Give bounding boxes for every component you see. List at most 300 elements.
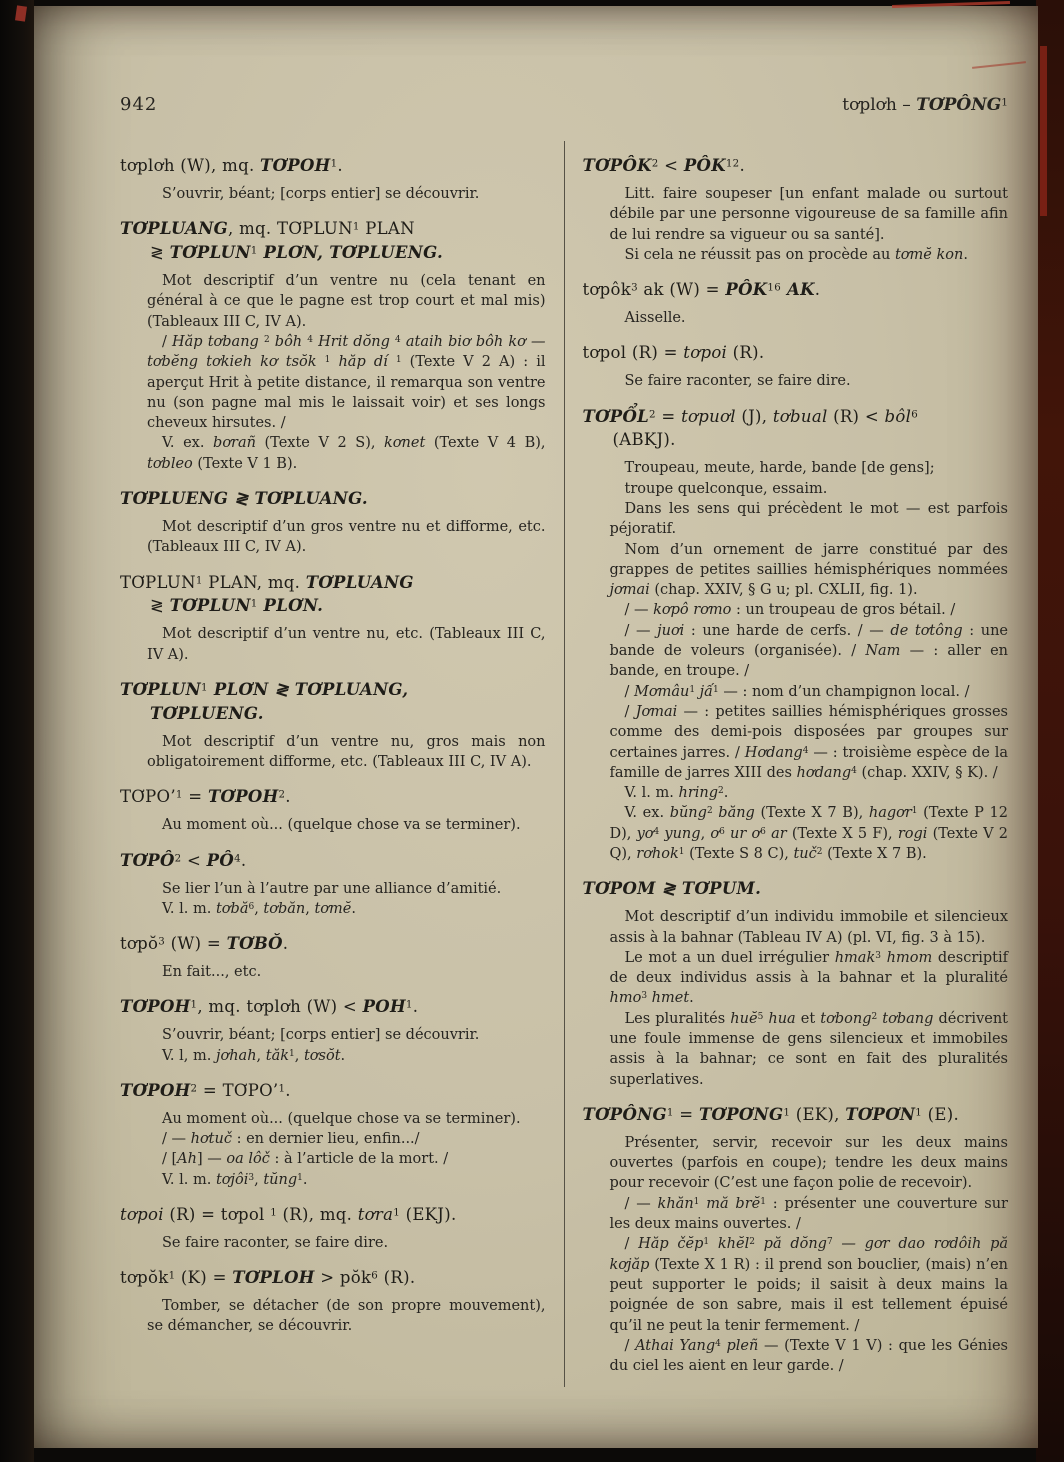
text-segment: PLƠN.	[257, 596, 324, 616]
text-segment: Hăp čĕp	[638, 1236, 704, 1253]
text-segment: tŭng	[263, 1171, 298, 1188]
entry-paragraph	[583, 499, 1009, 540]
scan-edge-left	[0, 0, 34, 1462]
text-segment: băng	[712, 805, 755, 822]
text-segment: (E).	[922, 1104, 959, 1124]
entry-paragraph	[120, 899, 546, 919]
text-segment: TƠPLUN	[120, 572, 196, 592]
superscript-number: 2	[871, 1011, 878, 1022]
dictionary-entry	[120, 785, 546, 835]
text-segment: : à l’article de la mort. /	[269, 1151, 449, 1168]
text-segment: (R) = tơpol	[163, 1205, 271, 1224]
text-segment: Hơdang	[744, 744, 803, 761]
entry-paragraph	[120, 184, 546, 204]
page-number: 942	[120, 94, 158, 115]
text-segment: yung	[659, 825, 701, 842]
entry-paragraph	[120, 1296, 546, 1337]
text-segment: PÔK	[725, 280, 768, 300]
superscript-number: 3	[158, 936, 166, 948]
text-segment: décrivent une foule immense de gens silencieux et immobiles assis à la bahnar; ce sont en fait des pluralités superlatives.	[609, 1010, 1009, 1088]
scan-edge-right	[1036, 0, 1064, 1462]
entry-paragraph	[120, 1129, 546, 1149]
dictionary-entry	[120, 1266, 546, 1337]
text-segment: / —	[624, 622, 658, 639]
text-segment: Au moment où... (quelque chose va se terminer).	[162, 1110, 521, 1127]
text-segment: TƠPLUN	[120, 679, 202, 699]
entry-paragraph	[583, 907, 1009, 948]
text-segment: (Texte X 5 F),	[786, 825, 898, 842]
entry-headword	[583, 1103, 1009, 1127]
text-segment: V. ex.	[162, 435, 214, 452]
text-segment: (Texte V 2 Q),	[609, 825, 1009, 863]
superscript-number: 1	[689, 684, 696, 695]
dictionary-entry	[120, 154, 546, 204]
text-segment: TƠPLUN	[169, 596, 251, 616]
superscript-number: 3	[631, 282, 638, 294]
superscript-number: 1	[278, 1083, 286, 1095]
text-segment: TƠPLUANG	[305, 572, 414, 592]
superscript-number: 1	[405, 999, 413, 1011]
text-segment: (ABKJ).	[612, 430, 676, 450]
superscript-number: 1	[297, 1172, 303, 1183]
entry-paragraph	[120, 1109, 546, 1129]
text-segment: S’ouvrir, béant; [corps entier] se découvrir.	[162, 1027, 480, 1044]
text-segment: (R), mq.	[277, 1205, 358, 1224]
text-segment: hăp dí	[330, 354, 396, 371]
text-segment: huĕ	[730, 1010, 758, 1027]
superscript-number: 1	[250, 245, 258, 257]
superscript-number: 2	[263, 334, 270, 345]
entry-paragraph	[583, 1194, 1009, 1235]
text-segment: .	[351, 900, 356, 917]
superscript-number: 1	[678, 847, 685, 857]
text-segment: /	[624, 703, 636, 720]
entry-headword	[120, 487, 546, 511]
text-segment: TƠPLUENG ≷ TƠPLUANG.	[120, 489, 368, 509]
text-segment: ≷	[150, 596, 170, 616]
text-segment: — : nom d’un champignon local. /	[718, 683, 970, 700]
text-segment: Mơmâu	[634, 683, 690, 700]
entry-paragraph	[120, 433, 546, 474]
superscript-number: 4	[307, 334, 313, 345]
superscript-number: 2	[718, 786, 724, 797]
text-segment: tơmĕ kon	[894, 246, 964, 263]
entry-paragraph	[120, 517, 546, 558]
text-segment: Mot descriptif d’un ventre nu, etc. (Tableaux III C, IV A).	[147, 626, 546, 663]
text-segment: / [	[162, 1151, 178, 1168]
dictionary-entry	[120, 995, 546, 1066]
superscript-number: 2	[174, 853, 182, 865]
superscript-number: 3	[248, 1172, 255, 1183]
superscript-number: 1	[393, 1207, 401, 1219]
superscript-number: 1	[195, 574, 203, 586]
text-segment: descriptif de deux individus assis à la bahnar et la pluralité	[609, 949, 1008, 987]
text-segment: hagơr	[868, 805, 912, 822]
superscript-number: 1	[915, 1107, 923, 1119]
text-segment: TƠPÔNG	[916, 95, 1002, 115]
text-segment: TƠPOH	[207, 787, 279, 807]
text-segment: /	[624, 1236, 639, 1253]
superscript-number: 1	[1001, 96, 1008, 109]
text-segment: ] —	[196, 1151, 227, 1168]
text-segment: (EKJ).	[400, 1205, 457, 1224]
text-segment: juơi	[657, 622, 685, 639]
dictionary-entry	[120, 678, 546, 772]
text-segment: (R) <	[827, 406, 885, 426]
text-segment: V. ex.	[624, 805, 670, 822]
superscript-number: 1	[330, 158, 338, 170]
entry-paragraph	[583, 1234, 1009, 1335]
text-segment: tơbual	[772, 406, 828, 426]
superscript-number: 6	[911, 408, 919, 420]
superscript-number: 4	[234, 853, 241, 865]
entry-headword	[120, 1079, 546, 1103]
text-segment: rơhok	[636, 846, 679, 863]
entry-paragraph	[120, 1025, 546, 1045]
text-segment: ,	[700, 825, 711, 842]
text-segment: TƠPỔL	[582, 406, 650, 426]
text-segment: TƠPƠNG	[698, 1104, 784, 1124]
text-segment: Nam	[865, 643, 901, 660]
entry-headword	[120, 678, 546, 726]
text-segment: (Texte V 1 B).	[192, 455, 298, 472]
text-segment: .	[340, 1047, 346, 1064]
text-segment: =	[655, 406, 682, 426]
page-header	[120, 94, 1008, 115]
text-segment: TƠPO’	[222, 1080, 279, 1100]
text-segment: (Texte V 2 A) : il aperçut Hrit à petite distance, il remarqua son ventre nu (son pagne mal mis le laissait voir) et ses longs cheveux hirsutes. /	[147, 354, 546, 432]
text-segment: Ah	[177, 1151, 197, 1168]
dictionary-entry	[120, 217, 546, 474]
superscript-number: 3	[641, 991, 648, 1002]
text-segment: (R).	[378, 1268, 416, 1288]
text-segment: Présenter, servir, recevoir sur les deux mains ouvertes (parfois en coupe); tendre les deux mains pour recevoir (C’est une façon polie de recevoir).	[609, 1134, 1008, 1192]
text-segment: (Texte X 7 B),	[754, 805, 869, 822]
text-segment: TƠPÔK	[582, 156, 652, 175]
text-segment: bơrañ	[213, 435, 256, 452]
dictionary-entry	[120, 571, 546, 665]
text-segment: TƠPLUN	[277, 219, 353, 239]
text-segment: TƠPLUN	[169, 243, 251, 263]
text-segment: (Texte P 12 D),	[609, 805, 1008, 842]
dictionary-columns	[120, 141, 1008, 1387]
text-segment: ataih biơ bôh kơ — tơbĕng tơkieh kơ tsŏk	[147, 333, 546, 371]
text-segment: hmom	[880, 949, 933, 966]
text-segment: Mot descriptif d’un ventre nu, gros mais non obligatoirement difforme, etc. (Tableaux III C, IV A).	[147, 733, 546, 771]
text-segment: /	[162, 333, 173, 350]
text-segment: tơbong	[820, 1010, 872, 1027]
text-segment: ≷	[150, 243, 170, 263]
text-segment: Litt. faire soupeser [un enfant malade ou surtout débile par une personne vigoureuse de sa famille afin de lui rendre sa vigueur ou sa santé].	[609, 185, 1008, 243]
superscript-number: 2	[190, 1083, 198, 1095]
superscript-number: 1	[250, 598, 258, 610]
text-segment: (Texte V 4 B),	[425, 435, 546, 452]
entry-paragraph	[583, 184, 1009, 245]
text-segment: — : troisième espèce de la famille de jarres XIII des	[609, 744, 1009, 781]
superscript-number: 2	[749, 1237, 755, 1248]
text-segment: .	[723, 785, 729, 802]
entry-headword	[120, 932, 546, 956]
text-segment: jơmai	[609, 582, 650, 599]
text-segment: / —	[624, 1195, 658, 1212]
text-segment: Hăp tơbang	[172, 333, 264, 350]
superscript-number: 1	[760, 1196, 766, 1207]
text-segment: (W) =	[165, 934, 227, 954]
text-segment: V. l. m.	[162, 1171, 216, 1188]
text-segment: (K) =	[175, 1268, 233, 1288]
text-segment: kơpô rơmo	[653, 602, 732, 619]
text-segment: TƠPO’	[120, 787, 176, 807]
superscript-number: 1	[666, 1107, 674, 1119]
text-segment: =	[182, 787, 208, 807]
dictionary-entry	[583, 877, 1009, 1090]
text-segment: /	[624, 1337, 636, 1354]
scan-artifact-red-streak-corner	[1040, 46, 1047, 216]
text-segment: AK	[781, 280, 815, 300]
text-segment: ,	[254, 900, 264, 917]
text-segment: TƠPOH	[120, 997, 191, 1017]
text-segment: Au moment où... (quelque chose va se terminer).	[162, 817, 521, 834]
text-segment: ,	[256, 1047, 266, 1064]
text-segment: (Texte S 8 C),	[684, 846, 794, 863]
text-segment: TƠBŎ	[226, 934, 283, 954]
entry-paragraph	[583, 600, 1009, 620]
entry-headword	[120, 785, 546, 809]
entry-paragraph	[120, 732, 546, 773]
dictionary-entry	[583, 154, 1009, 265]
superscript-number: 1	[324, 355, 331, 366]
text-segment: .	[302, 1171, 308, 1188]
entry-paragraph	[583, 1009, 1009, 1090]
text-segment: bŭng	[669, 805, 707, 822]
text-segment: tăk	[265, 1047, 290, 1064]
text-segment: Mot descriptif d’un individu immobile et silencieux assis à la bahnar (Tableau IV A) (pl. VI, fig. 3 à 15).	[609, 909, 1008, 946]
entry-headword	[583, 877, 1009, 901]
entry-paragraph	[120, 332, 546, 433]
text-segment: TƠPLUENG.	[150, 703, 264, 723]
entry-paragraph	[583, 783, 1009, 803]
entry-paragraph	[120, 962, 546, 982]
text-segment: tơbleo	[147, 455, 193, 472]
text-segment: =	[197, 1080, 223, 1100]
text-segment: .	[814, 280, 821, 300]
text-segment: oa lôč	[226, 1151, 270, 1168]
entry-paragraph	[583, 948, 1009, 1009]
entry-paragraph	[120, 1233, 546, 1253]
entry-paragraph	[583, 479, 1009, 499]
text-segment: (EK),	[790, 1104, 846, 1124]
text-segment: hơtuč	[190, 1131, 232, 1148]
text-segment: tơsŏt	[303, 1047, 341, 1064]
text-segment: PLƠN ≷ TƠPLUANG,	[207, 679, 409, 699]
entry-headword	[120, 217, 546, 265]
text-segment: ur ơ	[724, 825, 761, 842]
text-segment: Le mot a un duel irrégulier	[624, 949, 835, 966]
text-segment: Se faire raconter, se faire dire.	[624, 373, 851, 390]
text-segment: Jơmai	[635, 703, 678, 720]
entry-headword	[583, 341, 1009, 365]
superscript-number: 1	[201, 682, 208, 694]
superscript-number: 1	[693, 1196, 700, 1207]
text-segment: .	[337, 156, 343, 175]
text-segment: pleñ	[720, 1337, 759, 1354]
text-segment: TƠPLOH	[232, 1268, 315, 1288]
text-segment: > pŏk	[314, 1268, 372, 1288]
text-segment: Si cela ne réussit pas on procède au	[624, 246, 895, 263]
text-segment: bôh	[269, 333, 308, 350]
entry-paragraph	[120, 815, 546, 835]
text-segment: PLƠN, TƠPLUENG.	[257, 243, 444, 263]
text-segment: .	[282, 934, 289, 954]
text-segment: ,	[305, 900, 315, 917]
column-left	[120, 141, 564, 1387]
superscript-number: 2	[706, 806, 713, 817]
text-segment: khĕl	[709, 1236, 750, 1253]
superscript-number: 1	[783, 1107, 791, 1119]
dictionary-entry	[120, 1203, 546, 1253]
superscript-number: 2	[651, 158, 659, 170]
text-segment: et	[795, 1010, 821, 1027]
scan-artifact-red-scratch	[972, 61, 1026, 69]
text-segment: tơpŏk	[120, 1268, 169, 1288]
superscript-number: 3	[875, 950, 881, 961]
entry-paragraph	[583, 371, 1009, 391]
text-segment: : une bande de voleurs (organisée). /	[609, 622, 1008, 660]
superscript-number: 16	[767, 282, 781, 294]
paper-page	[34, 6, 1038, 1448]
text-segment: .	[412, 997, 419, 1017]
entry-paragraph	[583, 621, 1009, 682]
superscript-number: 4	[653, 826, 660, 837]
text-segment: : une harde de cerfs. / —	[684, 622, 891, 639]
text-segment: .	[240, 850, 247, 870]
superscript-number: 1	[352, 221, 360, 233]
text-segment: tơbang	[877, 1010, 934, 1027]
superscript-number: 7	[826, 1237, 833, 1248]
text-segment: TƠPOH	[260, 156, 331, 175]
text-segment: hmo	[609, 990, 642, 1007]
superscript-number: 4	[802, 745, 809, 756]
text-segment: (Texte X 7 B).	[822, 846, 927, 863]
entry-paragraph	[583, 1336, 1009, 1377]
text-segment: bôl	[884, 406, 912, 426]
text-segment: (chap. XXIV, § G u; pl. CXLII, fig. 1).	[649, 582, 918, 599]
text-segment: ar	[765, 825, 787, 842]
entry-paragraph	[583, 702, 1009, 783]
text-segment: tơplơh	[842, 95, 897, 115]
text-segment: PLAN	[359, 219, 415, 239]
dictionary-entry	[120, 1079, 546, 1190]
text-segment: tuč	[793, 846, 817, 863]
text-segment: (J),	[735, 406, 773, 426]
text-segment: ,	[294, 1047, 304, 1064]
dictionary-entry	[583, 405, 1009, 865]
entry-headword	[583, 278, 1009, 302]
text-segment: hring	[678, 785, 719, 802]
text-segment: .	[689, 990, 694, 1007]
superscript-number: 1	[289, 1048, 295, 1059]
text-segment: hmet	[647, 990, 690, 1007]
text-segment: Troupeau, meute, harde, bande [de gens];	[624, 460, 935, 477]
text-segment: .	[285, 1080, 291, 1100]
entry-headword	[120, 1266, 546, 1290]
superscript-number: 1	[175, 789, 183, 801]
text-segment: TƠPƠN	[845, 1104, 916, 1124]
text-segment: tơpoi	[120, 1205, 164, 1224]
text-segment: de tơtông	[890, 622, 963, 639]
text-segment: : un troupeau de gros bétail. /	[731, 602, 956, 619]
text-segment: hmak	[834, 949, 876, 966]
text-segment: (Texte V 2 S),	[255, 435, 385, 452]
text-segment: TƠPÔNG	[582, 1104, 667, 1124]
superscript-number: 6	[371, 1270, 379, 1282]
dictionary-entry	[120, 487, 546, 558]
text-segment: ,	[254, 1171, 264, 1188]
entry-paragraph	[583, 803, 1009, 864]
text-segment: — gơr dao rơdôih pă kơjăp	[609, 1236, 1009, 1273]
entry-headword	[583, 405, 1009, 453]
text-segment: tơjôi	[215, 1171, 249, 1188]
entry-paragraph	[583, 540, 1009, 601]
text-segment: Mot descriptif d’un gros ventre nu et difforme, etc. (Tableaux III C, IV A).	[147, 518, 546, 556]
text-segment: , mq.	[228, 219, 278, 239]
text-segment: TƠPLUANG	[120, 219, 229, 239]
text-segment: TƠPOM ≷ TƠPUM.	[582, 879, 762, 899]
text-segment: <	[658, 156, 684, 175]
text-segment: TƠPOH	[120, 1080, 191, 1100]
running-head	[842, 95, 1008, 115]
text-segment: / —	[162, 1131, 191, 1148]
superscript-number: 1	[190, 999, 198, 1011]
text-segment: .	[739, 156, 745, 175]
text-segment: hơdang	[796, 764, 852, 781]
text-segment: ak (W) =	[637, 280, 726, 300]
entry-headword	[120, 849, 546, 873]
text-segment: Athai Yang	[635, 1337, 716, 1354]
text-segment: tơbă	[215, 900, 249, 917]
text-segment: .	[285, 787, 291, 807]
text-segment: V. l, m.	[162, 1047, 216, 1064]
text-segment: tơmĕ	[314, 900, 352, 917]
text-segment: Mot descriptif d’un ventre nu (cela tenant en général à ce que le pagne est trop court et mal mis) (Tableaux III C, IV A).	[147, 273, 546, 330]
text-segment: Se faire raconter, se faire dire.	[162, 1234, 389, 1251]
text-segment: jấ	[695, 683, 714, 700]
superscript-number: 2	[816, 847, 823, 857]
text-segment: (R).	[727, 343, 765, 363]
text-segment: .	[963, 246, 968, 263]
text-segment: yơ	[636, 825, 654, 842]
text-segment: rogi	[897, 825, 928, 842]
superscript-number: 1	[911, 806, 918, 817]
superscript-number: 1	[168, 1270, 176, 1282]
entry-paragraph	[120, 1046, 546, 1066]
text-segment: — (Texte V 1 V) : que les Génies du ciel les aient en leur garde. /	[609, 1337, 1008, 1375]
superscript-number: 2	[278, 789, 286, 801]
entry-paragraph	[120, 1149, 546, 1169]
text-segment: : en dernier lieu, enfin.../	[231, 1131, 420, 1148]
text-segment: PÔK	[683, 156, 726, 175]
text-segment: /	[624, 683, 634, 700]
column-right	[565, 141, 1009, 1387]
entry-paragraph	[120, 1170, 546, 1190]
text-segment: tơpôk	[582, 280, 632, 300]
text-segment: PLAN, mq.	[202, 572, 306, 592]
text-segment: V. l. m.	[162, 900, 216, 917]
text-segment: jơhah	[215, 1047, 257, 1064]
text-segment: troupe quelconque, essaim.	[624, 480, 828, 497]
text-segment: Les pluralités	[624, 1010, 731, 1027]
text-segment: , mq. tơplơh (W) <	[197, 997, 363, 1017]
